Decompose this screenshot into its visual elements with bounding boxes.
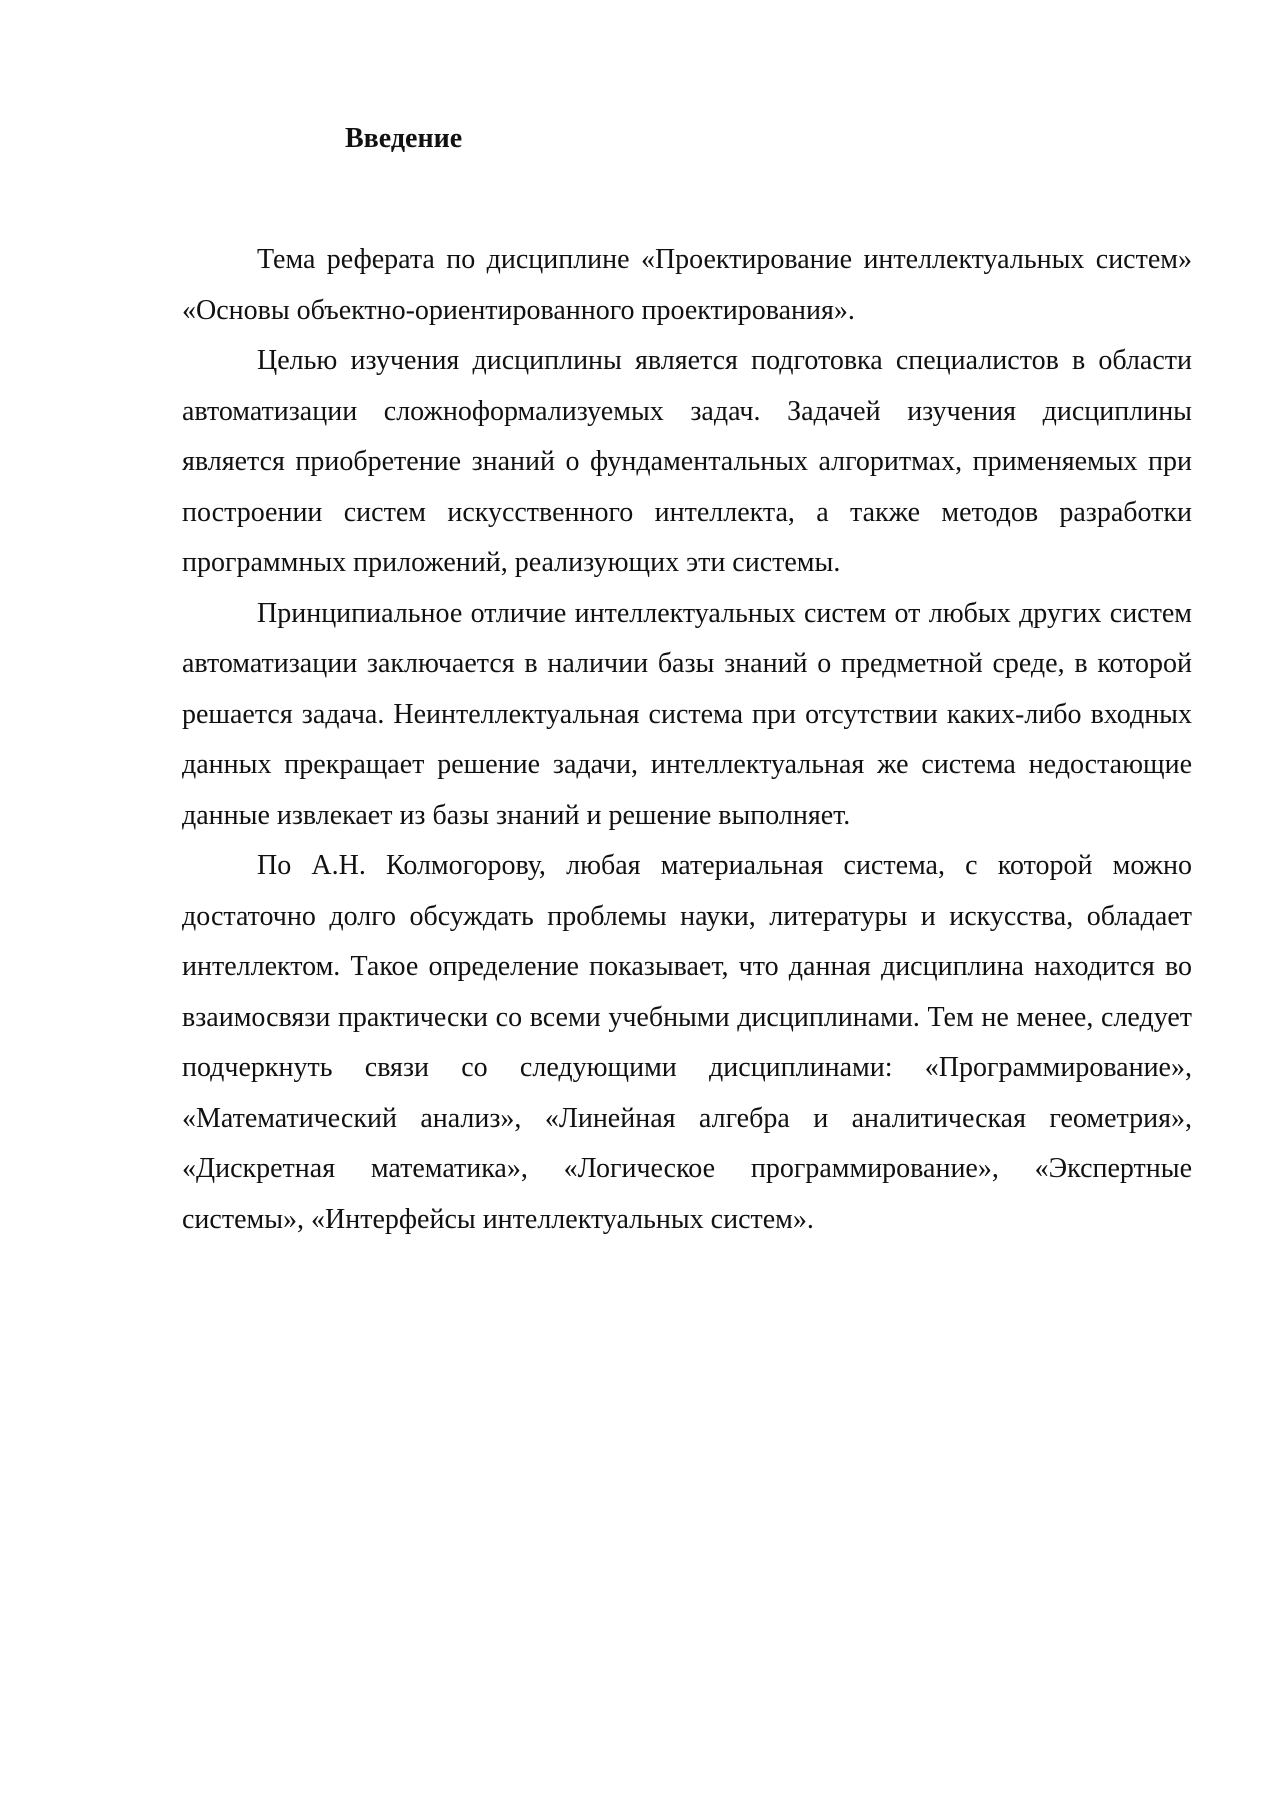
document-body <box>182 235 1192 1245</box>
paragraph-goal: Целью изучения дисциплины является подготовка специалистов в области автоматизации сложноформализуемых задач. Задачей изучения дисциплины является приобретение знаний о фундаментальных алгоритмах, применяемых при построении систем искусственного интеллекта, а также методов разработки программных приложений, реализующих эти системы. <box>182 345 1192 578</box>
page-title: Введение <box>345 123 463 154</box>
paragraph-topic: Тема реферата по дисциплине «Проектирование интеллектуальных систем» «Основы объектно-ориентированного проектирования». <box>182 244 1192 326</box>
paragraph-difference: Принципиальное отличие интеллектуальных систем от любых других систем автоматизации заключается в наличии базы знаний о предметной среде, в которой решается задача. Неинтеллектуальная система при отсутствии каких-либо входных данных прекращает решение задачи, интеллектуальная же система недостающие данные извлекает из базы знаний и решение выполняет. <box>182 597 1192 831</box>
paragraph-definition: По А.Н. Колмогорову, любая материальная система, с которой можно достаточно долго обсуждать проблемы науки, литературы и искусства, обладает интеллектом. Такое определение показывает, что данная дисциплина находится во взаимосвязи практически со всеми учебными дисциплинами. Тем не менее, следует подчеркнуть связи со следующими дисциплинами: «Программирование», «Математический анализ», «Линейная алгебра и аналитическая геометрия», «Дискретная математика», «Логическое программирование», «Экспертные системы», «Интерфейсы интеллектуальных систем». <box>182 850 1192 1235</box>
